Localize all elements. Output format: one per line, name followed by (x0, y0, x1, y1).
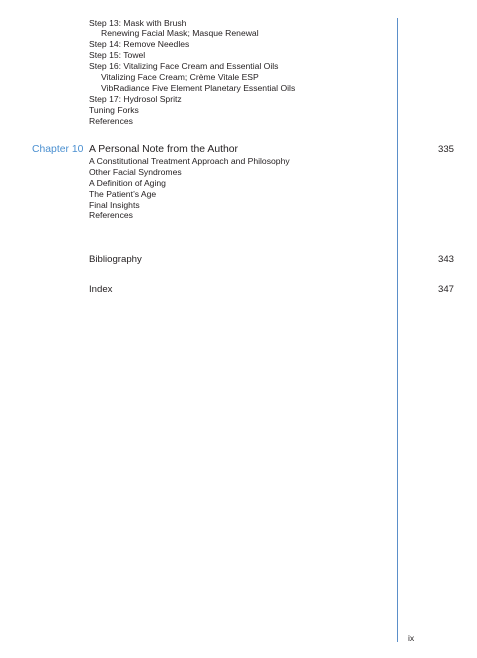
toc-section-other-facial-syndromes[interactable]: Other Facial Syndromes (89, 167, 182, 177)
vertical-rule (397, 18, 398, 642)
toc-section-references[interactable]: References (89, 210, 133, 220)
toc-entry-references[interactable]: References (89, 116, 133, 126)
bibliography-page-number: 343 (437, 254, 454, 265)
chapter-number: Chapter 10 (32, 144, 84, 155)
toc-entry-step-13[interactable]: Step 13: Mask with Brush (89, 18, 187, 28)
toc-entry-step-16[interactable]: Step 16: Vitalizing Face Cream and Essential Oils (89, 61, 279, 71)
toc-entry-step-14[interactable]: Step 14: Remove Needles (89, 39, 190, 49)
toc-section-constitutional-approach[interactable]: A Constitutional Treatment Approach and Philosophy (89, 156, 290, 166)
toc-entry-bibliography[interactable]: Bibliography (89, 254, 142, 265)
toc-entry-step-15[interactable]: Step 15: Towel (89, 50, 146, 60)
toc-entry-tuning-forks[interactable]: Tuning Forks (89, 105, 139, 115)
toc-entry-step-17[interactable]: Step 17: Hydrosol Spritz (89, 94, 182, 104)
index-page-number: 347 (437, 284, 454, 295)
toc-subentry-renewing-facial-mask[interactable]: Renewing Facial Mask; Masque Renewal (101, 28, 259, 38)
toc-section-patients-age[interactable]: The Patient’s Age (89, 189, 157, 199)
toc-subentry-vibradiance-oils[interactable]: VibRadiance Five Element Planetary Essential Oils (101, 83, 296, 93)
toc-section-final-insights[interactable]: Final Insights (89, 200, 140, 210)
toc-entry-index[interactable]: Index (89, 284, 113, 295)
toc-subentry-vitalizing-face-cream[interactable]: Vitalizing Face Cream; Crème Vitale ESP (101, 72, 259, 82)
folio-page-number: ix (408, 633, 415, 643)
toc-section-definition-of-aging[interactable]: A Definition of Aging (89, 178, 166, 188)
chapter-page-number: 335 (437, 144, 454, 155)
chapter-title[interactable]: A Personal Note from the Author (89, 144, 239, 155)
